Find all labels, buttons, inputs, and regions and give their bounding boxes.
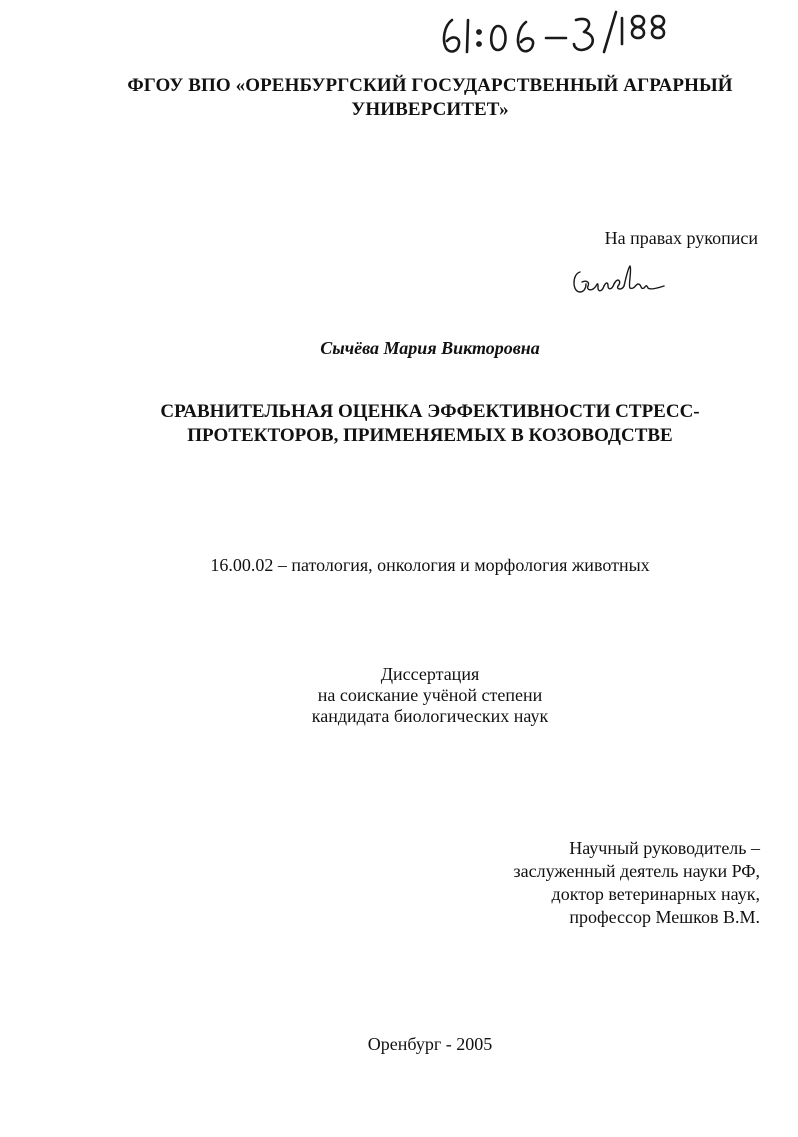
title-line-1: СРАВНИТЕЛЬНАЯ ОЦЕНКА ЭФФЕКТИВНОСТИ СТРЕСС-: [160, 401, 700, 422]
dissertation-title: [60, 400, 798, 448]
supervisor-line-1: Научный руководитель –: [569, 838, 760, 858]
signature-drawing: [568, 262, 668, 302]
specialty-code: 16.00.02 – патология, онкология и морфология животных: [210, 555, 650, 575]
manuscript-rights-note: На правах рукописи: [604, 228, 758, 248]
degree-line-2: на соискание учёной степени: [317, 685, 543, 705]
degree-statement: [60, 664, 798, 727]
degree-line-3: кандидата биологических наук: [311, 706, 549, 726]
supervisor-line-3: доктор ветеринарных наук,: [551, 884, 760, 904]
supervisor-line-2: заслуженный деятель науки РФ,: [513, 861, 760, 881]
city-and-year: Оренбург - 2005: [367, 1034, 493, 1054]
handwritten-archive-number: [438, 8, 678, 56]
institution-line-2: УНИВЕРСИТЕТ»: [351, 99, 509, 120]
scientific-supervisor: [420, 837, 760, 929]
degree-line-1: Диссертация: [380, 664, 480, 684]
archive-number-drawing: [438, 8, 678, 56]
institution-line-1: ФГОУ ВПО «ОРЕНБУРГСКИЙ ГОСУДАРСТВЕННЫЙ АГРАРНЫЙ: [127, 75, 733, 96]
handwritten-signature: [568, 262, 668, 302]
institution-name: [60, 74, 798, 122]
supervisor-line-4: профессор Мешков В.М.: [569, 907, 760, 927]
author-name: Сычёва Мария Викторовна: [320, 338, 540, 358]
title-line-2: ПРОТЕКТОРОВ, ПРИМЕНЯЕМЫХ В КОЗОВОДСТВЕ: [187, 425, 673, 446]
